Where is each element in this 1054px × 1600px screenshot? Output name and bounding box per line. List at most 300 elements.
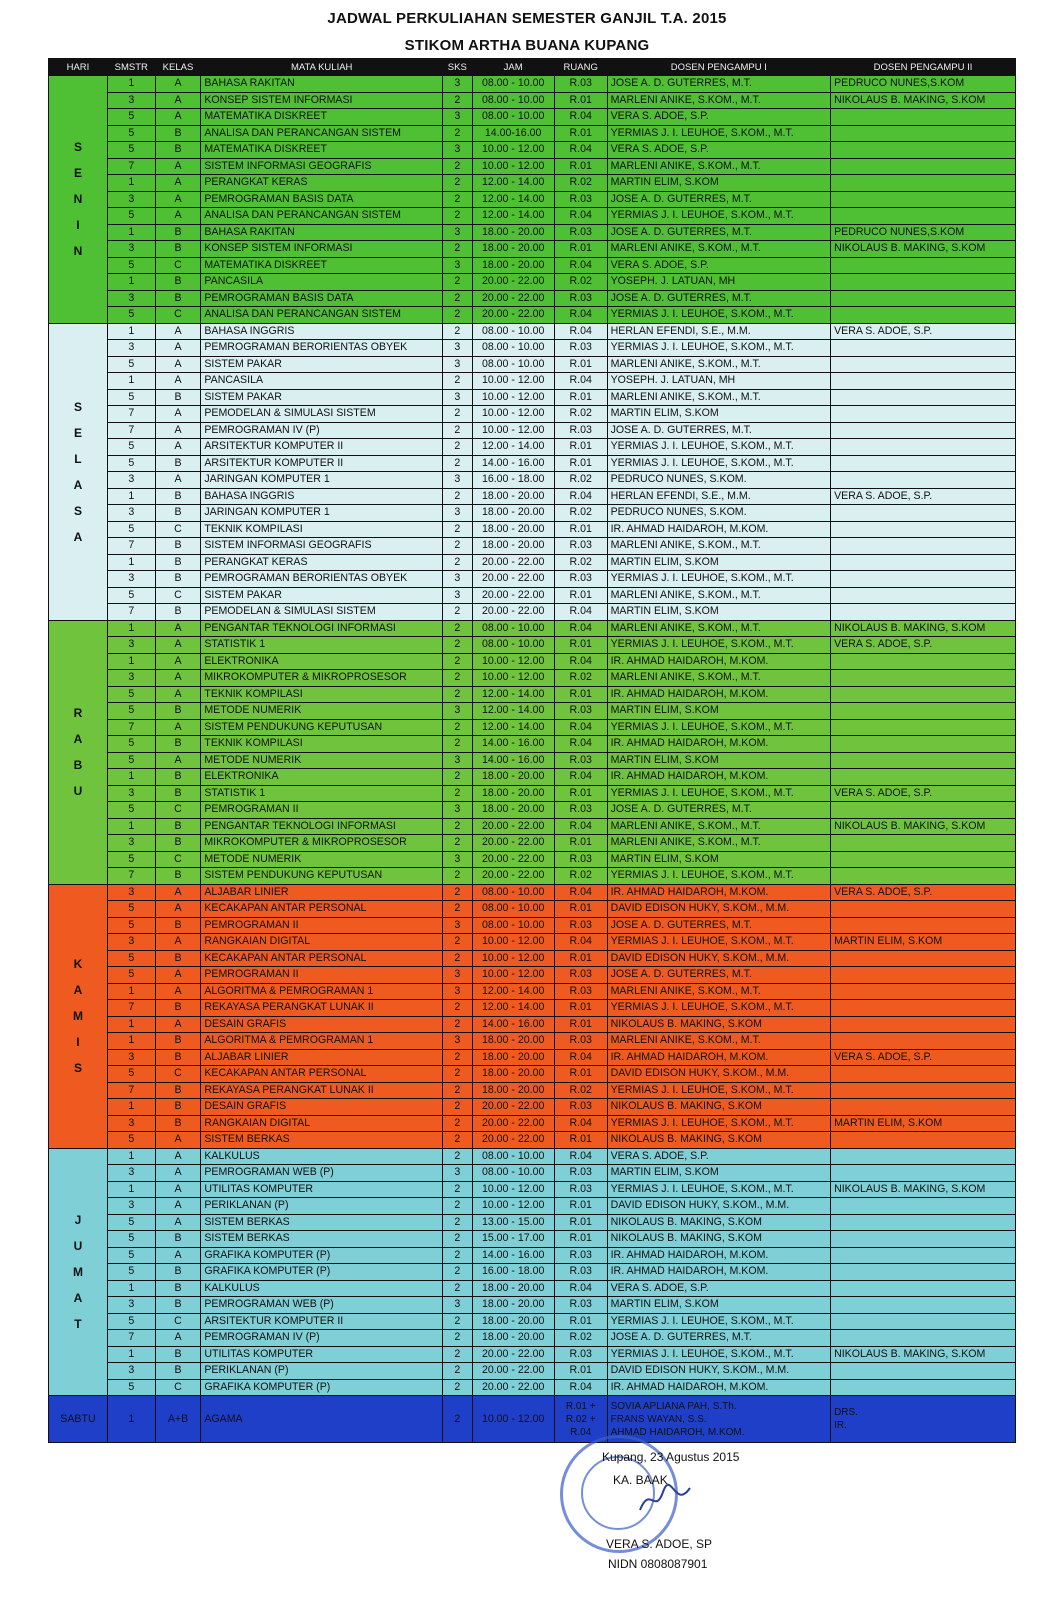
column-header: MATA KULIAH [201,59,443,76]
lecturer-2-cell [831,208,1016,225]
semester-cell: 3 [107,191,155,208]
table-row [49,670,1016,687]
table-row [49,1280,1016,1297]
table-row [49,884,1016,901]
time-cell: 20.00 - 22.00 [472,1132,554,1149]
credits-cell: 2 [443,637,472,654]
semester-cell: 5 [107,686,155,703]
lecturer-2-cell [831,356,1016,373]
room-cell: R.03 [554,422,607,439]
course-cell: PEMROGRAMAN BASIS DATA [201,191,443,208]
credits-cell: 3 [443,224,472,241]
course-cell: BAHASA RAKITAN [201,224,443,241]
room-line: R.04 [570,1426,592,1438]
credits-cell: 2 [443,92,472,109]
room-cell: R.04 [554,1115,607,1132]
table-row [49,1066,1016,1083]
semester-cell: 3 [107,241,155,258]
credits-cell: 2 [443,488,472,505]
semester-cell: 1 [107,1099,155,1116]
room-cell: R.01 [554,1132,607,1149]
lecturer-2-cell: VERA S. ADOE, S.P. [831,637,1016,654]
credits-cell: 2 [443,521,472,538]
time-cell: 18.00 - 20.00 [472,505,554,522]
semester-cell: 3 [107,340,155,357]
semester-cell: 3 [107,670,155,687]
class-cell: A [155,472,201,489]
table-row [49,1363,1016,1380]
semester-cell: 1 [107,818,155,835]
room-cell: R.03 [554,340,607,357]
class-cell: B [155,125,201,142]
credits-cell: 2 [443,901,472,918]
class-cell: A [155,934,201,951]
lecturer-2-cell [831,802,1016,819]
class-cell: A [155,158,201,175]
room-cell: R.04 [554,736,607,753]
course-cell: ALJABAR LINIER [201,1049,443,1066]
time-cell: 10.00 - 12.00 [472,422,554,439]
semester-cell: 3 [107,785,155,802]
semester-cell: 1 [107,1148,155,1165]
credits-cell: 2 [443,1082,472,1099]
room-cell: R.04 [554,653,607,670]
room-cell: R.04 [554,769,607,786]
credits-cell: 2 [443,1280,472,1297]
time-cell: 08.00 - 10.00 [472,637,554,654]
lecturer-2-cell [831,604,1016,621]
semester-cell: 1 [107,76,155,93]
semester-cell: 5 [107,439,155,456]
class-cell: A [155,1132,201,1149]
room-cell: R.04 [554,934,607,951]
credits-cell: 3 [443,389,472,406]
room-cell: R.04 [554,142,607,159]
credits-cell: 2 [443,1214,472,1231]
room-cell: R.03 [554,191,607,208]
column-header: DOSEN PENGAMPU II [831,59,1016,76]
room-cell: R.03 [554,1297,607,1314]
table-row [49,142,1016,159]
course-cell: MATEMATIKA DISKREET [201,142,443,159]
table-row [49,785,1016,802]
credits-cell: 2 [443,719,472,736]
credits-cell: 2 [443,1049,472,1066]
day-cell [49,884,108,1148]
lecturer-2-cell [831,1379,1016,1396]
time-cell: 18.00 - 20.00 [472,1330,554,1347]
time-cell: 20.00 - 22.00 [472,1363,554,1380]
credits-cell: 2 [443,1132,472,1149]
table-row [49,653,1016,670]
lecturer-2-cell [831,1363,1016,1380]
class-cell: C [155,851,201,868]
lecturer-1-cell: MARLENI ANIKE, S.KOM., M.T. [607,835,830,852]
lecturer-1-cell: IR. AHMAD HAIDAROH, M.KOM. [607,1379,830,1396]
lecturer-2-cell: MARTIN ELIM, S.KOM [831,1115,1016,1132]
class-cell: B [155,455,201,472]
room-cell: R.03 [554,752,607,769]
credits-cell: 2 [443,884,472,901]
room-cell: R.02 [554,472,607,489]
table-row [49,257,1016,274]
table-row [49,488,1016,505]
lecturer-1-cell: DAVID EDISON HUKY, S.KOM., M.M. [607,1198,830,1215]
room-cell: R.01 [554,785,607,802]
column-header: SMSTR [107,59,155,76]
credits-cell: 2 [443,1313,472,1330]
time-cell: 18.00 - 20.00 [472,769,554,786]
course-cell: MIKROKOMPUTER & MIKROPROSESOR [201,670,443,687]
lecturer-1-cell: YOSEPH. J. LATUAN, MH [607,373,830,390]
table-row [49,538,1016,555]
table-row [49,1115,1016,1132]
lecturer-prefix-line: DRS. [834,1407,858,1418]
class-cell: A [155,92,201,109]
credits-cell: 2 [443,422,472,439]
time-cell: 20.00 - 22.00 [472,290,554,307]
course-cell: RANGKAIAN DIGITAL [201,934,443,951]
lecturer-2-cell: NIKOLAUS B. MAKING, S.KOM [831,620,1016,637]
time-cell: 20.00 - 22.00 [472,604,554,621]
course-cell: METODE NUMERIK [201,752,443,769]
semester-cell: 5 [107,125,155,142]
room-cell: R.04 [554,1379,607,1396]
semester-cell: 5 [107,917,155,934]
class-cell: B [155,241,201,258]
day-letter: E [73,166,82,181]
course-cell: PERIKLANAN (P) [201,1363,443,1380]
class-cell: C [155,1379,201,1396]
course-cell: UTILITAS KOMPUTER [201,1346,443,1363]
credits-cell: 2 [443,323,472,340]
day-letter: U [73,784,83,798]
time-cell: 12.00 - 14.00 [472,703,554,720]
room-cell: R.03 [554,703,607,720]
time-cell: 18.00 - 20.00 [472,1280,554,1297]
lecturer-1-cell: JOSE A. D. GUTERRES, M.T. [607,917,830,934]
course-cell: ARSITEKTUR KOMPUTER II [201,1313,443,1330]
time-cell: 18.00 - 20.00 [472,802,554,819]
credits-cell: 2 [443,1099,472,1116]
lecturer-2-cell [831,1082,1016,1099]
lecturer-1-cell: MARTIN ELIM, S.KOM [607,752,830,769]
credits-cell: 3 [443,142,472,159]
course-cell: BAHASA RAKITAN [201,76,443,93]
semester-cell: 5 [107,257,155,274]
table-row [49,703,1016,720]
lecturer-1-cell: YERMIAS J. I. LEUHOE, S.KOM., M.T. [607,439,830,456]
class-cell: B [155,488,201,505]
lecturer-2-cell [831,983,1016,1000]
table-row [49,1214,1016,1231]
lecturer-2-cell [831,1396,1016,1443]
credits-cell: 2 [443,1148,472,1165]
credits-cell: 2 [443,1330,472,1347]
room-cell: R.01 [554,356,607,373]
table-row [49,76,1016,93]
course-cell: ALGORITMA & PEMROGRAMAN 1 [201,1033,443,1050]
course-cell: PEMROGRAMAN BERORIENTAS OBYEK [201,340,443,357]
room-cell: R.02 [554,554,607,571]
semester-cell: 1 [107,1033,155,1050]
class-cell: A [155,719,201,736]
lecturer-1-cell: JOSE A. D. GUTERRES, M.T. [607,76,830,93]
room-cell: R.03 [554,983,607,1000]
lecturer-1-cell: MARTIN ELIM, S.KOM [607,1165,830,1182]
table-row [49,356,1016,373]
day-letter: T [74,1316,82,1331]
lecturer-1-cell: YERMIAS J. I. LEUHOE, S.KOM., M.T. [607,868,830,885]
lecturer-1-cell: IR. AHMAD HAIDAROH, M.KOM. [607,1049,830,1066]
room-cell: R.04 [554,307,607,324]
course-cell: DESAIN GRAFIS [201,1016,443,1033]
time-cell: 20.00 - 22.00 [472,1379,554,1396]
class-cell: A [155,1214,201,1231]
table-row [49,455,1016,472]
time-cell: 18.00 - 20.00 [472,241,554,258]
credits-cell: 3 [443,257,472,274]
class-cell: B [155,835,201,852]
class-cell: A [155,1247,201,1264]
semester-cell: 5 [107,521,155,538]
semester-cell: 5 [107,587,155,604]
lecturer-1-cell [607,1396,830,1443]
class-cell: B [155,142,201,159]
class-cell: A [155,653,201,670]
course-cell: UTILITAS KOMPUTER [201,1181,443,1198]
class-cell: A [155,1330,201,1347]
table-row [49,472,1016,489]
lecturer-1-cell: MARLENI ANIKE, S.KOM., M.T. [607,1033,830,1050]
lecturer-1-cell: NIKOLAUS B. MAKING, S.KOM [607,1132,830,1149]
course-cell: METODE NUMERIK [201,703,443,720]
lecturer-1-cell: MARLENI ANIKE, S.KOM., M.T. [607,620,830,637]
credits-cell: 3 [443,1165,472,1182]
lecturer-1-cell: YERMIAS J. I. LEUHOE, S.KOM., M.T. [607,1346,830,1363]
room-cell: R.03 [554,851,607,868]
semester-cell: 5 [107,307,155,324]
lecturer-1-cell: YERMIAS J. I. LEUHOE, S.KOM., M.T. [607,1115,830,1132]
credits-cell: 3 [443,851,472,868]
semester-cell: 3 [107,884,155,901]
time-cell: 20.00 - 22.00 [472,818,554,835]
credits-cell: 2 [443,686,472,703]
course-cell: PENGANTAR TEKNOLOGI INFORMASI [201,620,443,637]
table-row [49,1181,1016,1198]
time-cell: 18.00 - 20.00 [472,257,554,274]
lecturer-1-cell: MARLENI ANIKE, S.KOM., M.T. [607,538,830,555]
class-cell: A [155,752,201,769]
room-cell: R.02 [554,406,607,423]
table-row [49,158,1016,175]
room-cell: R.01 [554,241,607,258]
room-cell: R.01 [554,835,607,852]
day-letter: S [73,1061,82,1075]
table-row [49,1165,1016,1182]
class-cell: A [155,76,201,93]
lecturer-2-cell [831,1297,1016,1314]
day-cell: SABTU [49,1396,108,1443]
time-cell: 18.00 - 20.00 [472,488,554,505]
semester-cell: 7 [107,422,155,439]
time-cell: 20.00 - 22.00 [472,554,554,571]
course-cell: PEMODELAN & SIMULASI SISTEM [201,604,443,621]
time-cell: 20.00 - 22.00 [472,1115,554,1132]
class-cell: A [155,1198,201,1215]
lecturer-2-cell: PEDRUCO NUNES,S.KOM [831,224,1016,241]
lecturer-1-cell: JOSE A. D. GUTERRES, M.T. [607,1330,830,1347]
lecturer-1-cell: MARTIN ELIM, S.KOM [607,406,830,423]
lecturer-1-cell: YERMIAS J. I. LEUHOE, S.KOM., M.T. [607,571,830,588]
class-cell: C [155,1066,201,1083]
room-cell: R.03 [554,917,607,934]
page-title: JADWAL PERKULIAHAN SEMESTER GANJIL T.A. 2015 [327,10,727,27]
course-cell: SISTEM PENDUKUNG KEPUTUSAN [201,868,443,885]
credits-cell: 2 [443,868,472,885]
credits-cell: 3 [443,703,472,720]
time-cell: 10.00 - 12.00 [472,670,554,687]
table-row [49,802,1016,819]
table-row [49,1198,1016,1215]
time-cell: 08.00 - 10.00 [472,620,554,637]
lecturer-2-cell [831,587,1016,604]
room-cell: R.03 [554,1264,607,1281]
room-cell: R.01 [554,587,607,604]
semester-cell: 7 [107,158,155,175]
class-cell: A [155,670,201,687]
time-cell: 18.00 - 20.00 [472,538,554,555]
room-cell: R.04 [554,604,607,621]
time-cell: 10.00 - 12.00 [472,1198,554,1215]
lecturer-1-cell: VERA S. ADOE, S.P. [607,257,830,274]
time-cell: 10.00 - 12.00 [472,142,554,159]
semester-cell: 5 [107,1379,155,1396]
semester-cell: 5 [107,703,155,720]
semester-cell: 3 [107,1363,155,1380]
day-letter: R [73,706,83,720]
day-cell [49,620,108,884]
lecturer-2-cell [831,142,1016,159]
lecturer-2-cell [831,571,1016,588]
table-row-saturday [49,1396,1016,1443]
course-cell: ELEKTRONIKA [201,769,443,786]
class-cell: A [155,323,201,340]
lecturer-1-cell: MARTIN ELIM, S.KOM [607,554,830,571]
time-cell: 20.00 - 22.00 [472,851,554,868]
lecturer-2-cell [831,472,1016,489]
time-cell: 10.00 - 12.00 [472,934,554,951]
table-row [49,208,1016,225]
room-cell: R.03 [554,1165,607,1182]
room-cell: R.02 [554,274,607,291]
course-cell: STATISTIK 1 [201,785,443,802]
lecturer-2-cell [831,1214,1016,1231]
semester-cell: 3 [107,92,155,109]
day-letter: S [73,399,82,414]
class-cell: A [155,406,201,423]
semester-cell: 7 [107,868,155,885]
lecturer-1-cell: VERA S. ADOE, S.P. [607,142,830,159]
table-row [49,1099,1016,1116]
lecturer-2-cell [831,1247,1016,1264]
table-row [49,571,1016,588]
semester-cell: 7 [107,719,155,736]
course-cell: RANGKAIAN DIGITAL [201,1115,443,1132]
time-cell: 13.00 - 15.00 [472,1214,554,1231]
column-header: KELAS [155,59,201,76]
course-cell: PEMROGRAMAN IV (P) [201,1330,443,1347]
lecturer-2-cell [831,1016,1016,1033]
room-cell: R.04 [554,373,607,390]
credits-cell: 2 [443,1379,472,1396]
room-cell: R.01 [554,158,607,175]
credits-cell: 2 [443,835,472,852]
room-cell: R.01 [554,1000,607,1017]
semester-cell: 3 [107,290,155,307]
credits-cell: 2 [443,1346,472,1363]
lecturer-1-cell: NIKOLAUS B. MAKING, S.KOM [607,1016,830,1033]
credits-cell: 2 [443,604,472,621]
table-row [49,719,1016,736]
course-cell: PEMROGRAMAN IV (P) [201,422,443,439]
table-row [49,983,1016,1000]
semester-cell: 3 [107,571,155,588]
lecturer-1-cell: DAVID EDISON HUKY, S.KOM., M.M. [607,1066,830,1083]
course-cell: MIKROKOMPUTER & MIKROPROSESOR [201,835,443,852]
class-cell: C [155,802,201,819]
room-cell: R.04 [554,488,607,505]
time-cell: 12.00 - 14.00 [472,1000,554,1017]
class-cell: A [155,1165,201,1182]
time-cell: 08.00 - 10.00 [472,1148,554,1165]
room-cell: R.03 [554,538,607,555]
time-cell: 14.00 - 16.00 [472,1247,554,1264]
day-letter: M [72,1264,83,1279]
room-cell: R.03 [554,290,607,307]
lecturer-2-cell [831,736,1016,753]
lecturer-2-cell [831,901,1016,918]
room-cell: R.03 [554,224,607,241]
course-cell: KONSEP SISTEM INFORMASI [201,92,443,109]
lecturer-2-cell [831,554,1016,571]
lecturer-2-cell: NIKOLAUS B. MAKING, S.KOM [831,92,1016,109]
course-cell: ANALISA DAN PERANCANGAN SISTEM [201,307,443,324]
semester-cell: 5 [107,1247,155,1264]
table-row [49,851,1016,868]
lecturer-1-cell: IR. AHMAD HAIDAROH, M.KOM. [607,1264,830,1281]
course-cell: PEMROGRAMAN WEB (P) [201,1297,443,1314]
column-header: SKS [443,59,472,76]
lecturer-2-cell: MARTIN ELIM, S.KOM [831,934,1016,951]
semester-cell: 5 [107,967,155,984]
credits-cell: 2 [443,769,472,786]
semester-cell: 5 [107,1132,155,1149]
credits-cell: 2 [443,1066,472,1083]
time-cell: 18.00 - 20.00 [472,224,554,241]
course-cell: PEMROGRAMAN II [201,967,443,984]
lecturer-2-cell [831,752,1016,769]
class-cell: B [155,554,201,571]
room-cell: R.02 [554,1330,607,1347]
class-cell: A [155,1148,201,1165]
semester-cell: 3 [107,637,155,654]
class-cell: B [155,1049,201,1066]
lecturer-1-cell: VERA S. ADOE, S.P. [607,1148,830,1165]
class-cell: B [155,290,201,307]
semester-cell: 5 [107,1264,155,1281]
room-line: R.02 + [565,1413,596,1425]
